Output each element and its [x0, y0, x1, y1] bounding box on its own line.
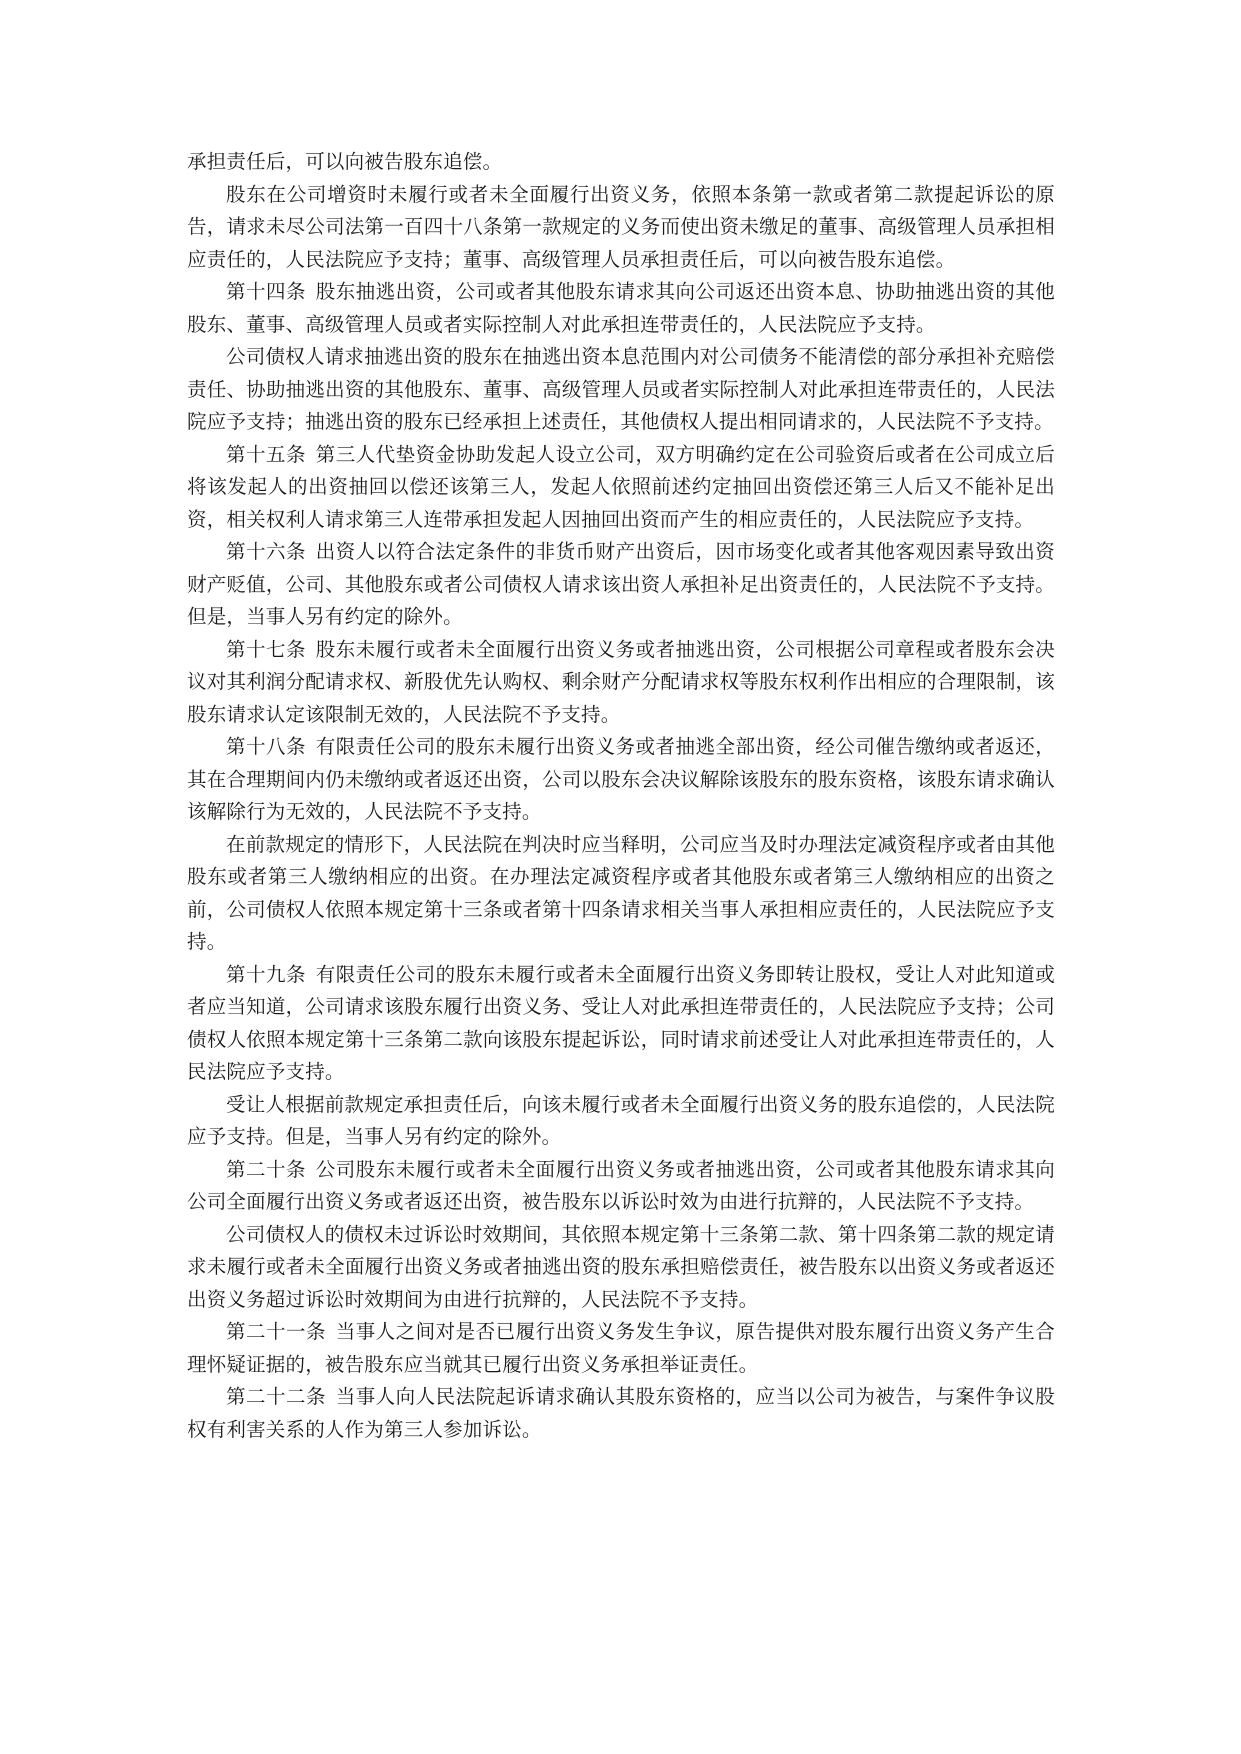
paragraph-text: 股东抽逃出资，公司或者其他股东请求其向公司返还出资本息、协助抽逃出资的其他股东、董事、高级管理人员或者实际控制人对此承担连带责任的，人民法院应予支持。: [187, 280, 1055, 336]
article-19: [187, 959, 1055, 1089]
article-number: 第十八条: [226, 735, 306, 758]
paragraph-3: [187, 341, 1055, 439]
article-number: 第二十二条: [226, 1385, 326, 1408]
article-14: [187, 276, 1055, 341]
paragraph-text: 承担责任后，可以向被告股东追偿。: [187, 150, 503, 173]
article-16: [187, 536, 1055, 634]
paragraph-1: [187, 179, 1055, 277]
article-number: 第十四条: [226, 280, 306, 303]
paragraph-text: 公司债权人的债权未过诉讼时效期间，其依照本规定第十三条第二款、第十四条第二款的规定请求未履行或者未全面履行出资义务或者抽逃出资的股东承担赔偿责任，被告股东以出资义务或者返还出资义务超过诉讼时效期间为由进行抗辩的，人民法院不予支持。: [187, 1222, 1055, 1311]
paragraph-text: 公司债权人请求抽逃出资的股东在抽逃出资本息范围内对公司债务不能清偿的部分承担补充赔偿责任、协助抽逃出资的其他股东、董事、高级管理人员或者实际控制人对此承担连带责任的，人民法院应予支持；抽逃出资的股东已经承担上述责任，其他债权人提出相同请求的，人民法院不予支持。: [187, 345, 1055, 433]
paragraph-text: 股东在公司增资时未履行或者未全面履行出资义务，依照本条第一款或者第二款提起诉讼的原告，请求未尽公司法第一百四十八条第一款规定的义务而使出资未缴足的董事、高级管理人员承担相应责任的，人民法院应予支持；董事、高级管理人员承担责任后，可以向被告股东追偿。: [187, 182, 1055, 271]
article-number: 第二十一条: [226, 1320, 326, 1343]
paragraph-text: 股东未履行或者未全面履行出资义务或者抽逃出资，公司根据公司章程或者股东会决议对其利润分配请求权、新股优先认购权、剩余财产分配请求权等股东权利作出相应的合理限制，该股东请求认定该限制无效的，人民法院不予支持。: [187, 637, 1055, 726]
paragraph-text: 公司股东未履行或者未全面履行出资义务或者抽逃出资，公司或者其他股东请求其向公司全面履行出资义务或者返还出资，被告股东以诉讼时效为由进行抗辩的，人民法院不予支持。: [187, 1157, 1055, 1213]
paragraph-text: 当事人之间对是否已履行出资义务发生争议，原告提供对股东履行出资义务产生合理怀疑证据的，被告股东应当就其已履行出资义务承担举证责任。: [187, 1320, 1055, 1376]
paragraph-text: 受让人根据前款规定承担责任后，向该未履行或者未全面履行出资义务的股东追偿的，人民法院应予支持。但是，当事人另有约定的除外。: [187, 1092, 1055, 1148]
article-21: [187, 1316, 1055, 1381]
paragraph-12: [187, 1219, 1055, 1317]
paragraph-text: 有限责任公司的股东未履行出资义务或者抽逃全部出资，经公司催告缴纳或者返还，其在合理期间内仍未缴纳或者返还出资，公司以股东会决议解除该股东的股东资格，该股东请求确认该解除行为无效的，人民法院不予支持。: [187, 735, 1055, 823]
article-15: [187, 439, 1055, 537]
article-number: 第十七条: [226, 637, 306, 661]
paragraph-0: [187, 146, 1055, 179]
article-22: [187, 1381, 1055, 1446]
paragraph-text: 第三人代垫资金协助发起人设立公司，双方明确约定在公司验资后或者在公司成立后将该发起人的出资抽回以偿还该第三人，发起人依照前述约定抽回出资偿还第三人后又不能补足出资，相关权利人请求第三人连带承担发起人因抽回出资而产生的相应责任的，人民法院应予支持。: [187, 442, 1055, 531]
paragraph-8: [187, 829, 1055, 959]
article-17: [187, 634, 1055, 732]
paragraph-10: [187, 1089, 1055, 1154]
article-18: [187, 731, 1055, 829]
article-number: 第十九条: [226, 962, 306, 986]
article-20: [187, 1154, 1055, 1219]
paragraph-text: 当事人向人民法院起诉请求确认其股东资格的，应当以公司为被告，与案件争议股权有利害关系的人作为第三人参加诉讼。: [187, 1385, 1055, 1441]
article-number: 第二十条: [226, 1157, 306, 1181]
paragraph-text: 出资人以符合法定条件的非货币财产出资后，因市场变化或者其他客观因素导致出资财产贬值，公司、其他股东或者公司债权人请求该出资人承担补足出资责任的，人民法院不予支持。但是，当事人另有约定的除外。: [187, 540, 1055, 628]
paragraph-text: 在前款规定的情形下，人民法院在判决时应当释明，公司应当及时办理法定减资程序或者由其他股东或者第三人缴纳相应的出资。在办理法定减资程序或者其他股东或者第三人缴纳相应的出资之前，公司债权人依照本规定第十三条或者第十四条请求相关当事人承担相应责任的，人民法院应予支持。: [187, 832, 1055, 953]
article-number: 第十六条: [226, 540, 306, 563]
document-page: [187, 146, 1055, 1446]
paragraph-text: 有限责任公司的股东未履行或者未全面履行出资义务即转让股权，受让人对此知道或者应当知道，公司请求该股东履行出资义务、受让人对此承担连带责任的，人民法院应予支持；公司债权人依照本规定第十三条第二款向该股东提起诉讼，同时请求前述受让人对此承担连带责任的，人民法院应予支持。: [187, 962, 1055, 1083]
article-number: 第十五条: [226, 442, 306, 466]
